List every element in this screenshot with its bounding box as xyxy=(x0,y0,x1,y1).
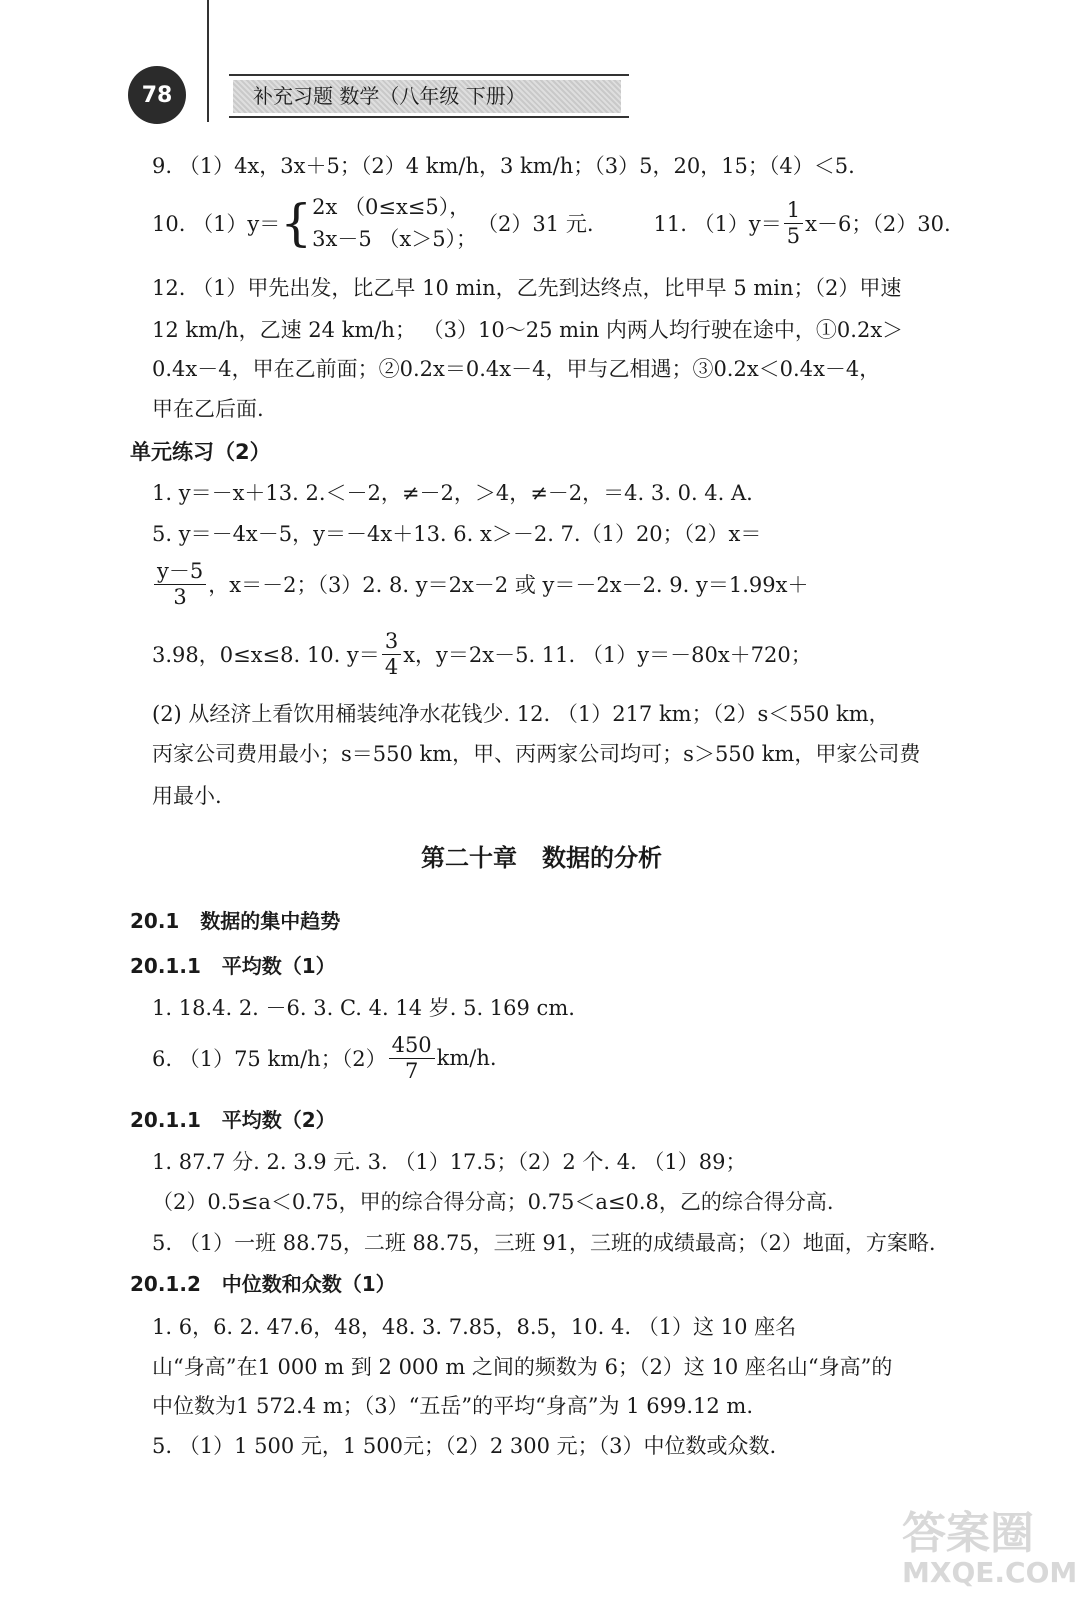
book-title-banner xyxy=(233,80,621,113)
denominator: 7 xyxy=(404,1058,419,1083)
piecewise-case: 3x－5 （x＞5）； xyxy=(312,227,478,251)
answer-line: 5. （1）一班 88.75，二班 88.75，三班 91，三班的成绩最高；（2）地面，方案略. xyxy=(152,1231,936,1255)
answer-text: x－6；（2）30. xyxy=(805,212,951,236)
answer-line: 1. 18.4. 2. －6. 3. C. 4. 14 岁. 5. 169 cm. xyxy=(152,996,575,1020)
answer-line xyxy=(152,1030,497,1086)
page-number: 78 xyxy=(141,82,173,108)
answer-line: 0.4x－4，甲在乙前面；②0.2x＝0.4x－4，甲与乙相遇；③0.2x＜0.4x－4， xyxy=(152,357,881,381)
answer-line xyxy=(152,556,808,612)
book-title: 补充习题 数学（八年级 下册） xyxy=(253,84,526,108)
answer-line xyxy=(152,626,812,682)
answer-text: 3.98，0≤x≤8. 10. y＝ xyxy=(152,643,380,667)
answer-line: 1. 87.7 分. 2. 3.9 元. 3. （1）17.5；（2）2 个. 4. （1）89； xyxy=(152,1150,747,1174)
watermark-text: 答案圈 xyxy=(902,1508,1034,1559)
denominator: 3 xyxy=(173,584,187,609)
answer-line: 12. （1）甲先出发，比乙早 10 min，乙先到达终点，比甲早 5 min；（2）甲速 xyxy=(152,276,902,300)
answer-text: km/h. xyxy=(436,1046,497,1070)
answer-line xyxy=(152,190,951,256)
answer-line: 丙家公司费用最小；s＝550 km，甲、丙两家公司均可；s＞550 km，甲家公司费 xyxy=(152,742,921,766)
piecewise-cases xyxy=(312,191,477,255)
numerator: 3 xyxy=(382,631,401,655)
answer-line: 12 km/h，乙速 24 km/h； （3）10～25 min 内两人均行驶在途中，①0.2x＞ xyxy=(152,318,904,342)
answer-line: 用最小. xyxy=(152,784,222,808)
section-heading: 20.1 数据的集中趋势 xyxy=(130,909,341,933)
denominator: 4 xyxy=(384,654,399,679)
watermark-url: MXQE.COM xyxy=(902,1556,1078,1589)
answer-text: ，x＝－2；（3）2. 8. y＝2x－2 或 y＝－2x－2. 9. y＝1.99x＋ xyxy=(208,573,809,597)
answer-line: 中位数为1 572.4 m；（3）“五岳”的平均“身高”为 1 699.12 m. xyxy=(152,1394,754,1418)
answer-line: （2）0.5≤a＜0.75，甲的综合得分高；0.75＜a≤0.8，乙的综合得分高. xyxy=(152,1190,834,1214)
fraction xyxy=(382,628,401,679)
answer-line: 5. （1）1 500 元，1 500元；（2）2 300 元；（3）中位数或众数. xyxy=(152,1434,777,1458)
answer-text: （2）31 元. xyxy=(477,212,594,236)
answer-line: 1. 6，6. 2. 47.6，48，48. 3. 7.85，8.5，10. 4. （1）这 10 座名 xyxy=(152,1315,797,1339)
numerator: y－5 xyxy=(154,561,206,585)
answer-text: 10. （1）y＝ xyxy=(152,212,281,236)
section-heading: 单元练习（2） xyxy=(130,440,271,464)
numerator: 1 xyxy=(784,200,803,224)
watermark xyxy=(902,1510,1077,1588)
answer-text: x，y＝2x－5. 11. （1）y＝－80x＋720； xyxy=(403,643,812,667)
fraction xyxy=(784,197,803,248)
left-brace-symbol: { xyxy=(280,194,313,252)
piecewise-case: 2x （0≤x≤5）， xyxy=(312,195,471,219)
answer-line: 5. y＝－4x－5，y＝－4x＋13. 6. x＞－2. 7.（1）20；（2）x＝ xyxy=(152,522,762,546)
section-heading: 20.1.2 中位数和众数（1） xyxy=(130,1272,396,1296)
header-rule-bottom xyxy=(229,116,629,118)
numerator: 450 xyxy=(389,1035,435,1059)
fraction xyxy=(389,1032,435,1083)
answer-line: 9. （1）4x，3x＋5；（2）4 km/h，3 km/h；（3）5，20，15；（4）＜5. xyxy=(152,154,855,178)
margin-rule xyxy=(207,0,209,122)
denominator: 5 xyxy=(786,223,801,248)
answer-line: 甲在乙后面. xyxy=(152,397,264,421)
answer-line: (2) 从经济上看饮用桶装纯净水花钱少. 12. （1）217 km；（2）s＜550 km， xyxy=(152,702,890,726)
header-rule-top xyxy=(229,74,629,76)
section-heading: 20.1.1 平均数（2） xyxy=(130,1108,336,1132)
page-number-badge xyxy=(128,66,186,124)
answer-line: 1. y＝－x＋13. 2.＜－2，≠－2，＞4，≠－2，＝4. 3. 0. 4. A. xyxy=(152,481,753,505)
answer-text: 6. （1）75 km/h；（2） xyxy=(152,1047,387,1071)
fraction xyxy=(154,558,206,609)
section-heading: 20.1.1 平均数（1） xyxy=(130,954,336,978)
answer-line: 山“身高”在1 000 m 到 2 000 m 之间的频数为 6；（2）这 10 座名山“身高”的 xyxy=(152,1355,893,1379)
chapter-title: 第二十章 数据的分析 xyxy=(420,844,663,872)
answer-text: 11. （1）y＝ xyxy=(653,212,782,236)
